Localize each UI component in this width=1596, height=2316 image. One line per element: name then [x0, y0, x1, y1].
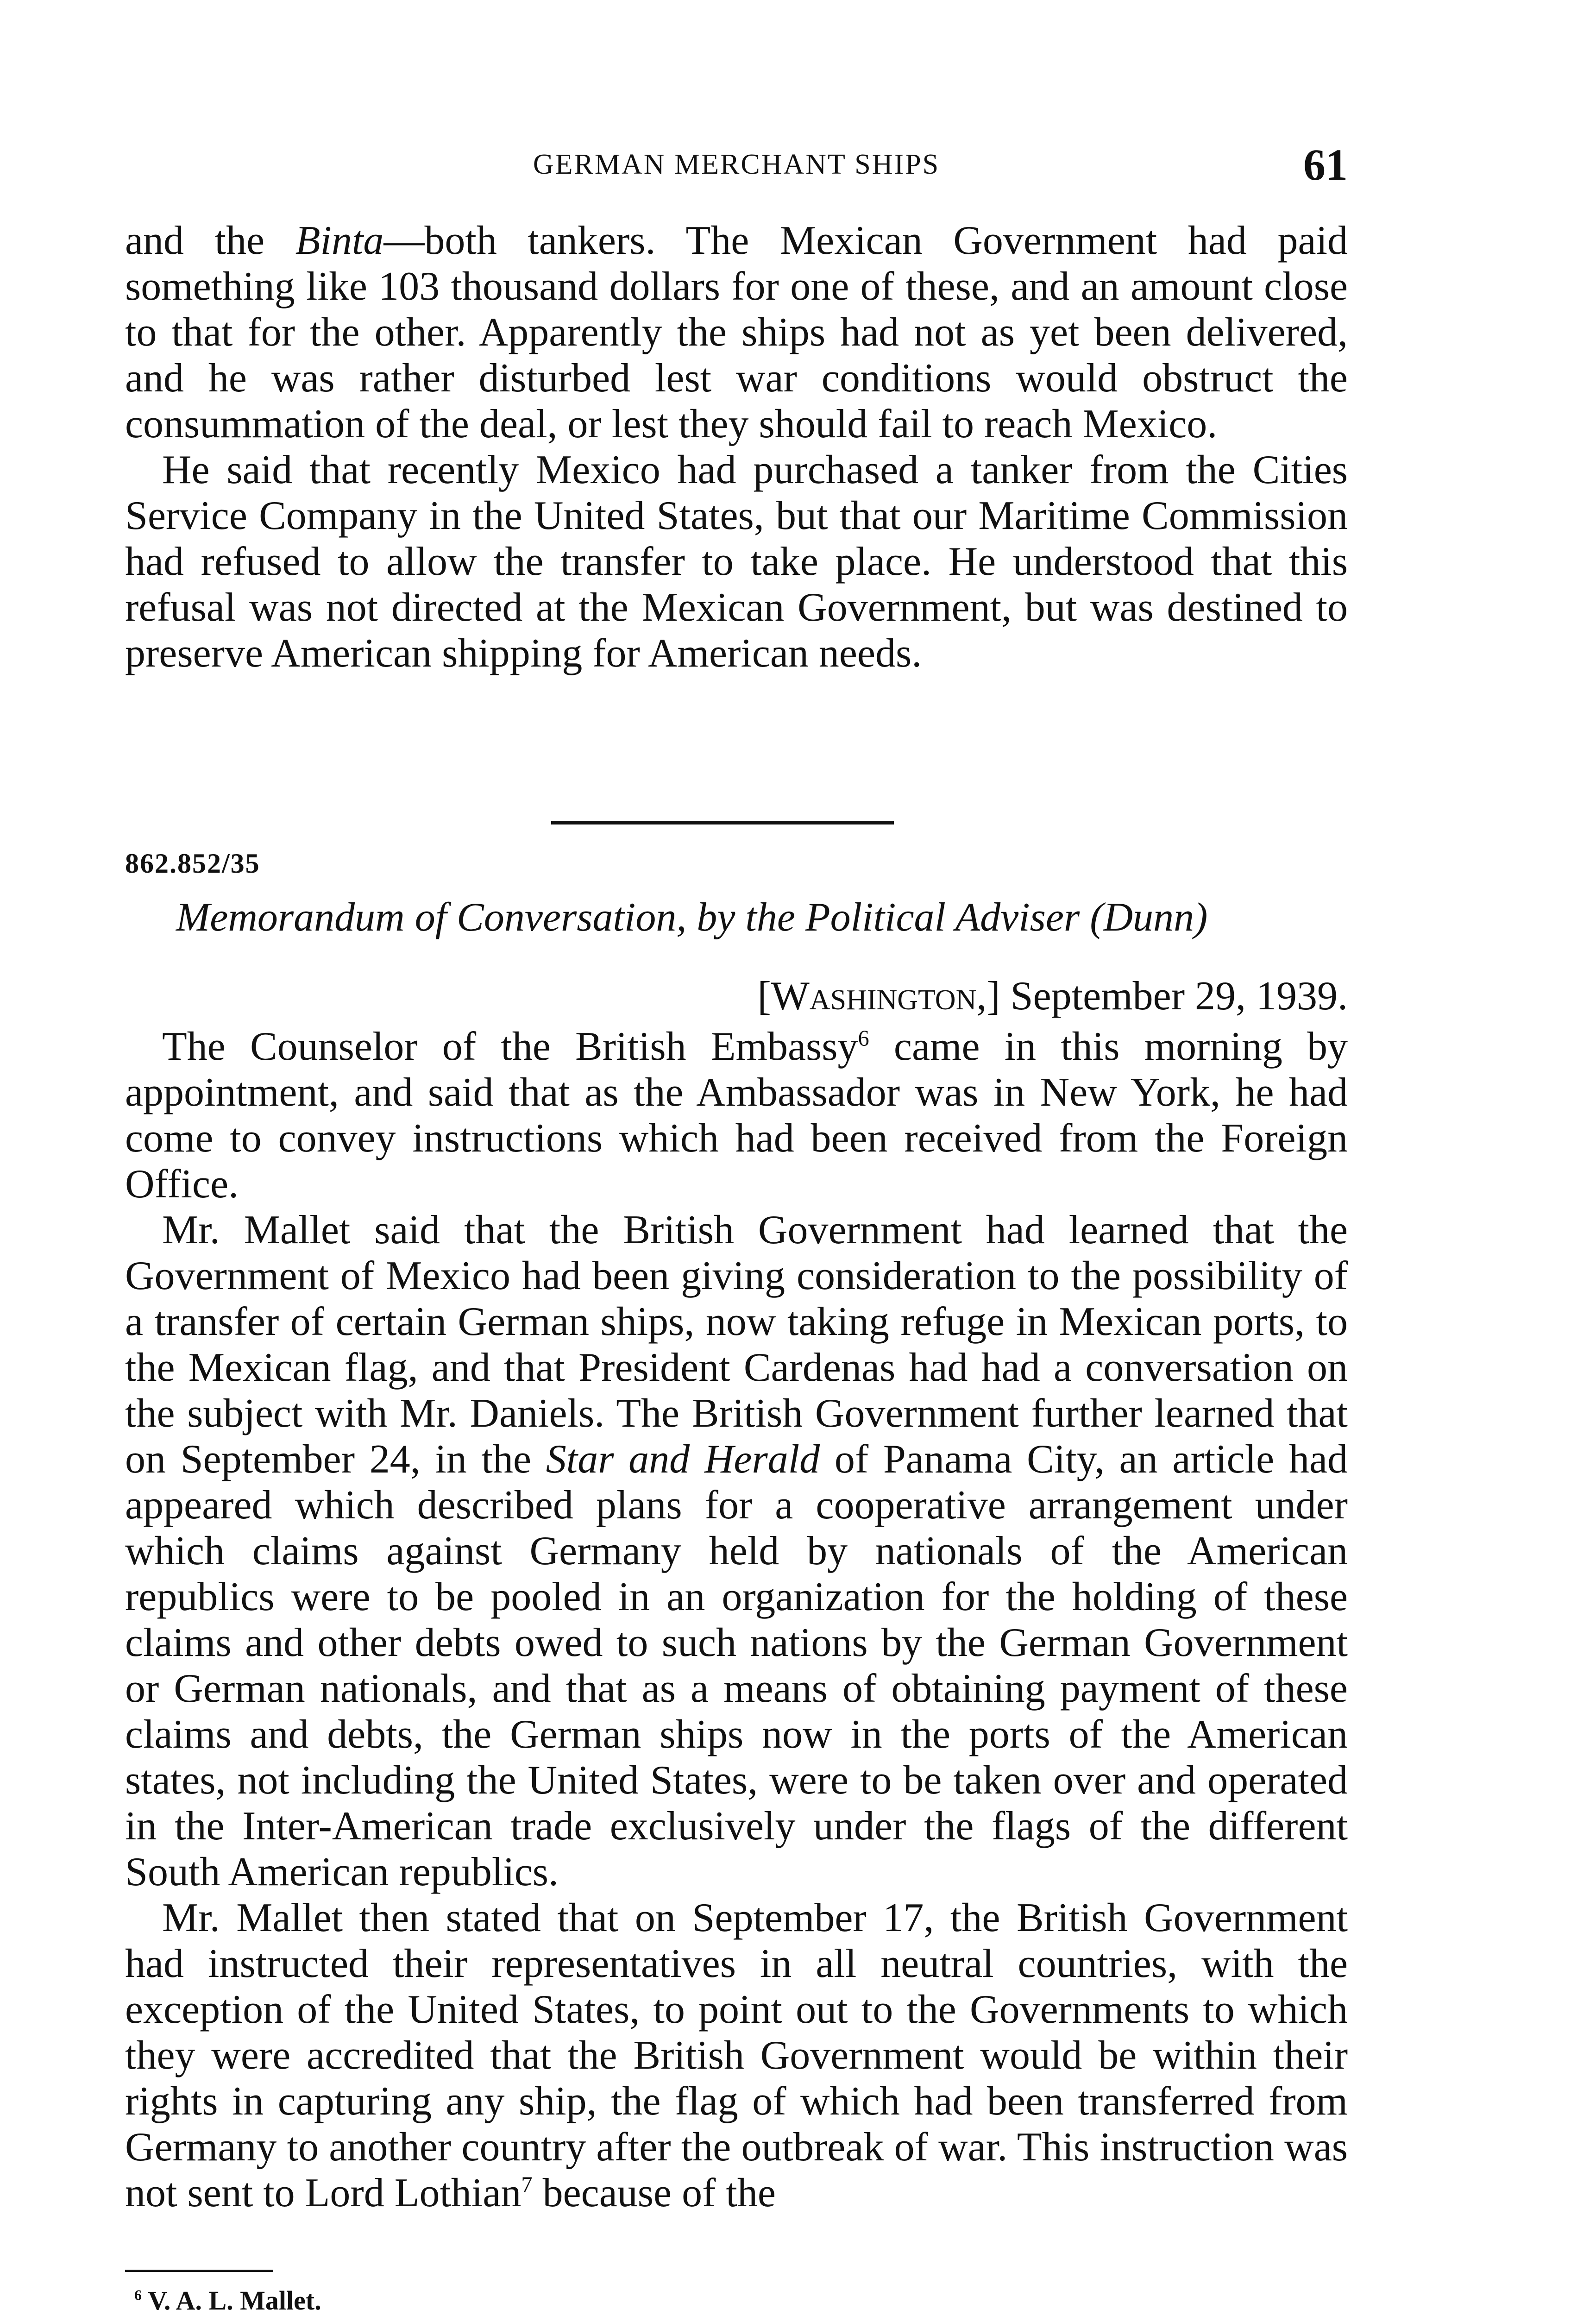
section-divider — [551, 821, 894, 824]
running-title: GERMAN MERCHANT SHIPS — [533, 149, 940, 180]
paragraph: The Counselor of the British Embassy$^6$ came in this morning by appointment, and said that as the Ambassador was in New York, he had come to convey instructions which had been received from the Foreign Office. — [125, 1024, 1348, 1207]
memo-title: Memorandum of Conversation, by the Political Adviser (Dunn) — [176, 895, 1208, 940]
paragraph: and the Binta—both tankers. The Mexican Government had paid something like 103 thousand dollars for one of these, and an amount close to that for the other. Apparently the ships had not as yet been delivered, and he was rather disturbed lest war conditions would obstruct the consummation of the deal, or lest they should fail to reach Mexico. — [125, 218, 1348, 447]
paragraph: Mr. Mallet said that the British Government had learned that the Government of Mexico had been giving consideration to the possibility of a transfer of certain German ships, now taking refuge in Mexican ports, to the Mexican flag, and that President Cardenas had had a conversation on the subject with Mr. Daniels. The British Government further learned that on September 24, in the Star and Herald of Panama City, an article had appeared which described plans for a cooperative arrangement under which claims against Germany held by nationals of the American republics were to be pooled in an organization for the holding of these claims and other debts owed to such nations by the German Government or German nationals, and that as a means of obtaining payment of these claims and debts, the German ships now in the ports of the American states, not including the United States, were to be taken over and operated in the Inter-American trade exclusively under the flags of the different South American republics. — [125, 1208, 1348, 1894]
dateline-date: September 29, 1939. — [1010, 974, 1348, 1019]
ship-name: Binta — [295, 218, 384, 263]
page-number: 61 — [1303, 140, 1348, 189]
footnote-ref: 7 — [521, 2172, 533, 2197]
memo-body — [125, 1024, 1348, 2216]
memo-dateline — [757, 973, 1348, 1020]
dateline-place: [Washington,] — [757, 974, 1000, 1019]
footnote: $^6$ V. A. L. Mallet. — [134, 2285, 321, 2316]
running-header — [125, 140, 1348, 195]
footnote-divider — [125, 2270, 273, 2272]
newspaper-name: Star and Herald — [546, 1437, 820, 1482]
file-number: 862.852/35 — [125, 848, 260, 879]
paragraph: He said that recently Mexico had purchased a tanker from the Cities Service Company in the United States, but that our Maritime Commission had refused to allow the transfer to take place. He understood that this refusal was not directed at the Mexican Government, but was destined to preserve American shipping for American needs. — [125, 447, 1348, 676]
footnotes — [134, 2284, 615, 2316]
paragraph: Mr. Mallet then stated that on September 17, the British Government had instructed their representatives in all neutral countries, with the exception of the United States, to point out to the Governments to which they were accredited that the British Government would be within their rights in capturing any ship, the flag of which had been transferred from Germany to another country after the outbreak of war. This instruction was not sent to Lord Lothian$^7$ because of the — [125, 1895, 1348, 2215]
continued-text-block — [125, 218, 1348, 676]
footnote-ref: 6 — [858, 1026, 869, 1051]
